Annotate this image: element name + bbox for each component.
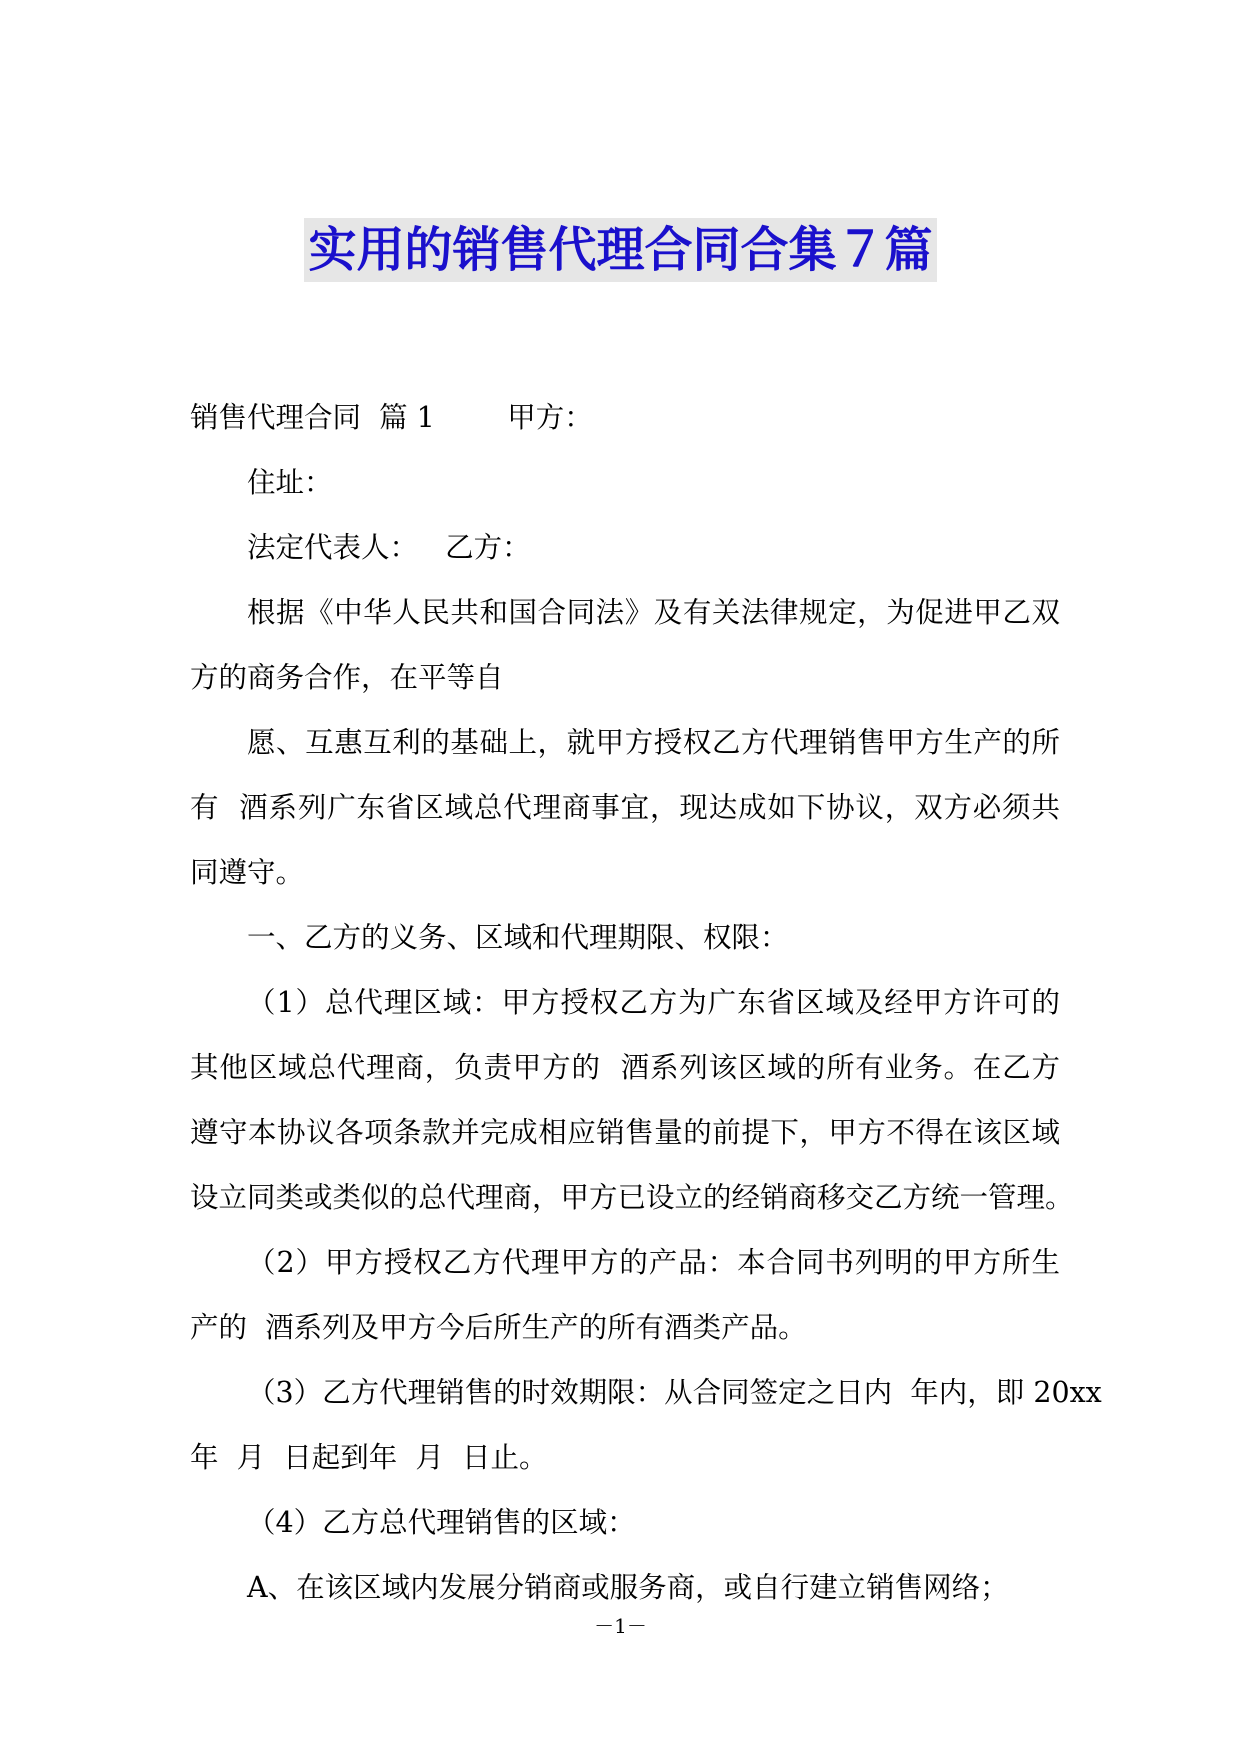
body-line: （4）乙方总代理销售的区域： — [247, 1506, 636, 1539]
body-line-legal-representative: 法定代表人： 乙方： — [247, 531, 531, 564]
body-line-section-heading: 销售代理合同 篇 1 甲方： — [190, 401, 593, 434]
body-line: 根据《中华人民共和国合同法》及有关法律规定，为促进甲乙双 — [247, 596, 1060, 629]
title-container — [0, 218, 1241, 282]
body-line: 年 月 日起到年 月 日止。 — [190, 1441, 548, 1474]
body-line: 有 酒系列广东省区域总代理商事宜，现达成如下协议，双方必须共 — [190, 791, 1060, 824]
body-line: 产的 酒系列及甲方今后所生产的所有酒类产品。 — [190, 1311, 807, 1344]
body-line: 同遵守。 — [190, 856, 305, 889]
body-line: A、在该区域内发展分销商或服务商，或自行建立销售网络； — [247, 1571, 1009, 1604]
page-number: －1－ — [594, 1614, 647, 1638]
body-line: 方的商务合作，在平等自 — [190, 661, 504, 694]
document-title: 实用的销售代理合同合集７篇 — [304, 218, 936, 282]
body-line: （1）总代理区域：甲方授权乙方为广东省区域及经甲方许可的 — [247, 986, 1060, 1019]
body-line: 设立同类或类似的总代理商，甲方已设立的经销商移交乙方统一管理。 — [190, 1181, 1074, 1214]
body-line-address: 住址： — [247, 466, 333, 499]
body-line: （3）乙方代理销售的时效期限：从合同签定之日内 年内，即 20xx — [247, 1376, 1102, 1409]
body-line: 愿、互惠互利的基础上，就甲方授权乙方代理销售甲方生产的所 — [247, 726, 1060, 759]
body-line: 其他区域总代理商，负责甲方的 酒系列该区域的所有业务。在乙方 — [190, 1051, 1060, 1084]
body-line: （2）甲方授权乙方代理甲方的产品：本合同书列明的甲方所生 — [247, 1246, 1060, 1279]
document-body — [190, 385, 1102, 1620]
body-line: 遵守本协议各项条款并完成相应销售量的前提下，甲方不得在该区域 — [190, 1116, 1060, 1149]
body-line-clause-heading: 一、乙方的义务、区域和代理期限、权限： — [247, 921, 789, 954]
